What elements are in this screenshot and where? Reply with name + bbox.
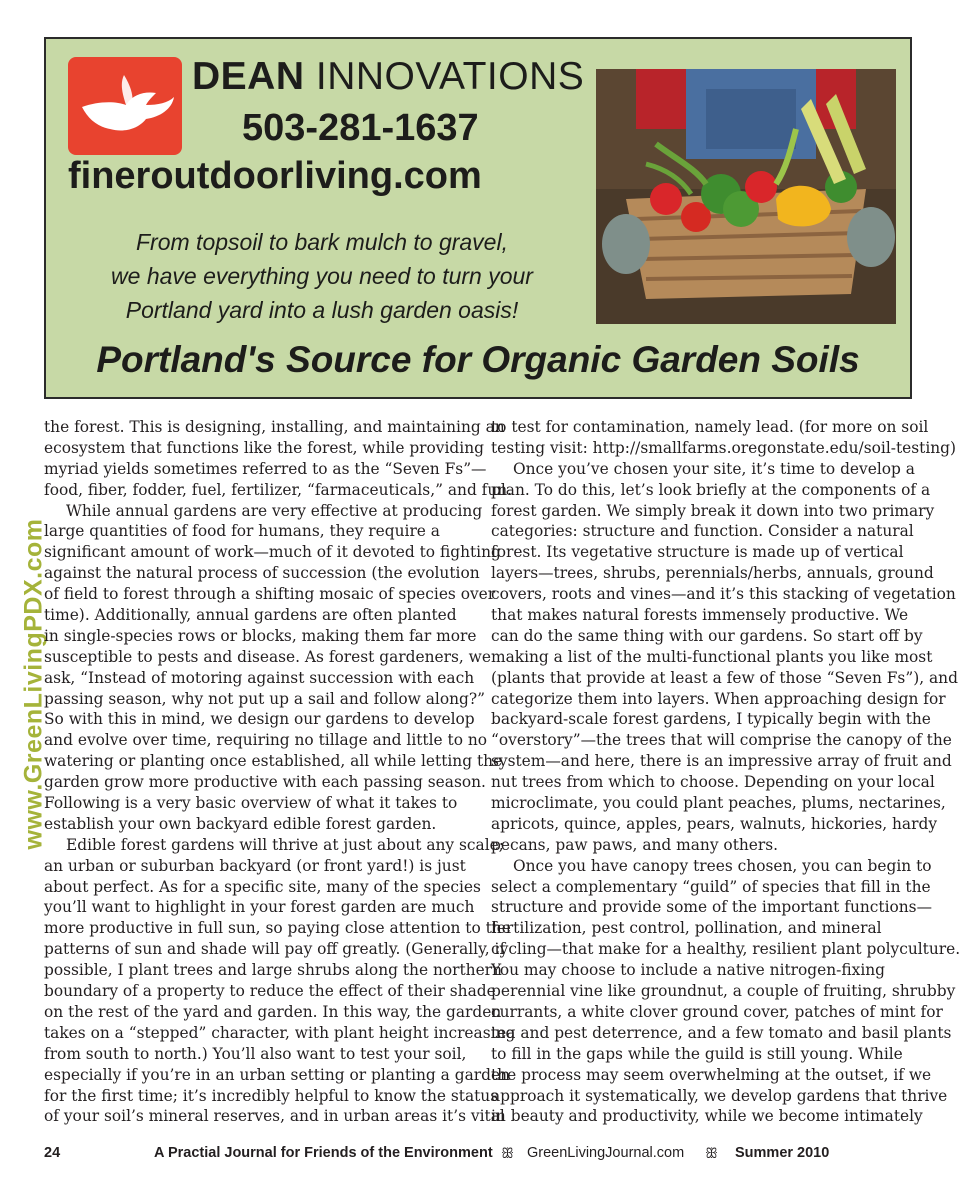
text-line: (plants that provide at least a few of those “Seven Fs”), and bbox=[491, 668, 958, 687]
text-line: and evolve over time, requiring no tillage and little to no bbox=[44, 731, 488, 750]
text-line: categorize them into layers. When approaching design for bbox=[491, 689, 946, 708]
text-line: significant amount of work—much of it devoted to fighting bbox=[44, 543, 501, 562]
text-line: possible, I plant trees and large shrubs along the northern bbox=[44, 961, 502, 980]
text-line: ecosystem that functions like the forest, while providing bbox=[44, 438, 484, 457]
ornament-icon: ꕥ bbox=[705, 1145, 718, 1161]
text-line: large quantities of food for humans, they require a bbox=[44, 522, 440, 541]
text-line: ask, “Instead of motoring against succession with each bbox=[44, 668, 475, 687]
text-line: patterns of sun and shade will pay off greatly. (Generally, if bbox=[44, 940, 506, 959]
tagline-line: Portland yard into a lush garden oasis! bbox=[125, 297, 519, 323]
text-line: Following is a very basic overview of what it takes to bbox=[44, 794, 458, 813]
text-line: Edible forest gardens will thrive at just about any scale; bbox=[66, 835, 504, 854]
text-line: of field to forest through a shifting mosaic of species over bbox=[44, 585, 496, 604]
page-number: 24 bbox=[44, 1145, 61, 1161]
text-line: myriad yields sometimes referred to as the “Seven Fs”— bbox=[44, 459, 487, 478]
text-line: fertilization, pest control, pollination, and mineral bbox=[491, 919, 882, 938]
text-line: nut trees from which to choose. Depending on your local bbox=[491, 773, 935, 792]
journal-website[interactable]: GreenLivingJournal.com bbox=[527, 1145, 685, 1161]
text-line: passing season, why not put up a sail and follow along?” bbox=[44, 689, 485, 708]
text-line: structure and provide some of the important functions— bbox=[491, 898, 932, 917]
text-line: Once you have canopy trees chosen, you can begin to bbox=[513, 856, 932, 875]
page-footer bbox=[0, 1145, 960, 1167]
ad-tagline bbox=[62, 225, 582, 327]
text-line: While annual gardens are very effective at producing bbox=[66, 501, 483, 520]
text-line: tea and pest deterrence, and a few tomato and basil plants bbox=[491, 1023, 952, 1042]
text-line: for the first time; it’s incredibly helpful to know the status bbox=[44, 1086, 499, 1105]
text-line: testing visit: http://smallfarms.oregonstate.edu/soil-testing) bbox=[491, 438, 957, 457]
text-line: pecans, paw paws, and many others. bbox=[491, 835, 779, 854]
text-line: plan. To do this, let’s look briefly at the components of a bbox=[491, 480, 931, 499]
text-line: watering or planting once established, all while letting the bbox=[44, 752, 503, 771]
text-line: takes on a “stepped” character, with plant height increasing bbox=[44, 1023, 516, 1042]
text-line: system—and here, there is an impressive array of fruit and bbox=[491, 752, 952, 771]
article-column-right bbox=[491, 417, 960, 1127]
text-line: that makes natural forests immensely productive. We bbox=[491, 606, 909, 625]
text-line: establish your own backyard edible forest garden. bbox=[44, 814, 437, 833]
text-line: boundary of a property to reduce the effect of their shade bbox=[44, 982, 496, 1001]
watermark-text: www.GreenLivingPDX.com bbox=[19, 518, 48, 850]
text-line: an urban or suburban backyard (or front yard!) is just bbox=[44, 856, 466, 875]
text-line: in beauty and productivity, while we become intimately bbox=[491, 1107, 923, 1126]
text-line: approach it systematically, we develop gardens that thrive bbox=[491, 1086, 948, 1105]
text-line: especially if you’re in an urban setting or planting a garden bbox=[44, 1065, 510, 1084]
text-line: against the natural process of succession (the evolution bbox=[44, 564, 480, 583]
text-line: select a complementary “guild” of species that fill in the bbox=[491, 877, 931, 896]
text-line: forest garden. We simply break it down into two primary bbox=[491, 501, 935, 520]
text-line: layers—trees, shrubs, perennials/herbs, annuals, ground bbox=[491, 564, 934, 583]
text-line: more productive in full sun, so paying close attention to the bbox=[44, 919, 511, 938]
text-line: Once you’ve chosen your site, it’s time to develop a bbox=[513, 459, 915, 478]
text-line: So with this in mind, we design our gardens to develop bbox=[44, 710, 475, 729]
brand-name-rest: INNOVATIONS bbox=[315, 55, 585, 98]
text-line: making a list of the multi-functional plants you like most bbox=[491, 647, 933, 666]
ad-headline: Portland's Source for Organic Garden Soils bbox=[96, 339, 860, 380]
text-line: microclimate, you could plant peaches, plums, nectarines, bbox=[491, 794, 946, 813]
tagline-line: we have everything you need to turn your bbox=[111, 263, 533, 289]
brand-name-bold: DEAN bbox=[192, 55, 305, 98]
article-column-left bbox=[44, 417, 516, 1127]
issue-season: Summer 2010 bbox=[735, 1145, 830, 1161]
text-line: from south to north.) You’ll also want to test your soil, bbox=[44, 1044, 467, 1063]
journal-title: A Practial Journal for Friends of the Environment bbox=[154, 1145, 493, 1161]
text-line: currants, a white clover ground cover, patches of mint for bbox=[491, 1002, 943, 1021]
text-line: about perfect. As for a specific site, many of the species bbox=[44, 877, 481, 896]
text-line: of your soil’s mineral reserves, and in urban areas it’s vital bbox=[44, 1107, 505, 1126]
text-line: you’ll want to highlight in your forest garden are much bbox=[44, 898, 475, 917]
text-line: forest. Its vegetative structure is made up of vertical bbox=[491, 543, 904, 562]
vegetable-basket-photo bbox=[596, 69, 896, 324]
text-line: on the rest of the yard and garden. In this way, the garden bbox=[44, 1002, 502, 1021]
text-line: in single-species rows or blocks, making them far more bbox=[44, 626, 477, 645]
text-line: to test for contamination, namely lead. (for more on soil bbox=[491, 418, 929, 436]
text-line: cycling—that make for a healthy, resilient plant polyculture. bbox=[491, 940, 960, 959]
text-line: susceptible to pests and disease. As forest gardeners, we bbox=[44, 647, 491, 666]
text-line: food, fiber, fodder, fuel, fertilizer, “farmaceuticals,” and fun. bbox=[44, 480, 513, 499]
tagline-line: From topsoil to bark mulch to gravel, bbox=[136, 229, 508, 255]
text-line: can do the same thing with our gardens. So start off by bbox=[491, 626, 923, 645]
text-line: time). Additionally, annual gardens are often planted bbox=[44, 606, 457, 625]
text-line: to fill in the gaps while the guild is still young. While bbox=[491, 1044, 903, 1063]
text-line: You may choose to include a native nitrogen-fixing bbox=[491, 961, 886, 980]
text-line: the forest. This is designing, installing, and maintaining an bbox=[44, 418, 505, 436]
text-line: categories: structure and function. Consider a natural bbox=[491, 522, 914, 541]
brand-name bbox=[192, 55, 584, 99]
ornament-icon: ꕥ bbox=[501, 1145, 514, 1161]
text-line: perennial vine like groundnut, a couple of fruiting, shrubby bbox=[491, 982, 956, 1001]
text-line: apricots, quince, apples, pears, walnuts, hickories, hardy bbox=[491, 814, 938, 833]
text-line: backyard-scale forest gardens, I typically begin with the bbox=[491, 710, 931, 729]
phone-number[interactable]: 503-281-1637 bbox=[242, 107, 479, 149]
website-link[interactable]: fineroutdoorliving.com bbox=[68, 155, 482, 197]
dove-logo-icon bbox=[68, 57, 182, 155]
text-line: the process may seem overwhelming at the outset, if we bbox=[491, 1065, 932, 1084]
text-line: covers, roots and vines—and it’s this stacking of vegetation bbox=[491, 585, 956, 604]
advertisement bbox=[44, 37, 912, 399]
text-line: garden grow more productive with each passing season. bbox=[44, 773, 486, 792]
text-line: “overstory”—the trees that will comprise the canopy of the bbox=[491, 731, 952, 750]
